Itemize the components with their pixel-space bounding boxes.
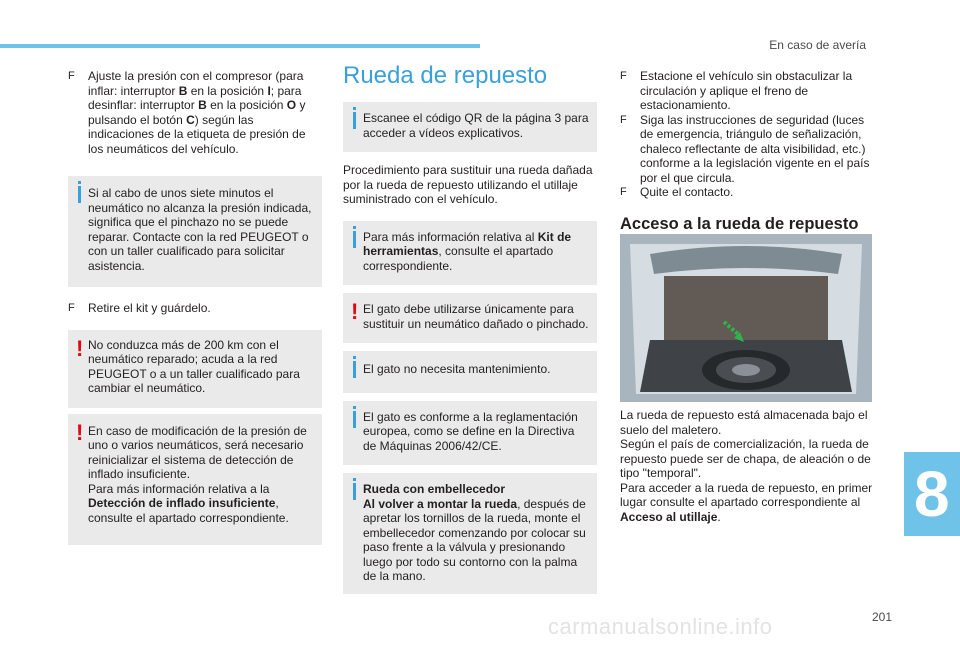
instruction-park-vehicle: F Estacione el vehículo sin obstaculizar la circulación y aplique el freno de estacionamiento.	[620, 69, 853, 112]
column-middle	[343, 62, 597, 594]
page-number: 201	[871, 610, 892, 624]
info-icon	[353, 361, 356, 378]
info-box-qr-code: Escanee el código QR de la página 3 para acceder a vídeos explicativos.	[343, 102, 597, 152]
info-icon	[353, 483, 356, 500]
spare-wheel-access: Para acceder a la rueda de repuesto, en primer lugar consulte el apartado correspondiente al Acceso al utillaje.	[620, 480, 873, 524]
warning-reinit-text: En caso de modificación de la presión de uno o varios neumáticos, será necesario reinicializar el sistema de detección de inflado insuficiente. Para más información relativa a la Detección de inflado insuficiente, consulte el apartado correspondiente.	[88, 423, 307, 525]
bullet-icon: F	[620, 70, 627, 82]
info-box-jack-regulation: El gato es conforme a la reglamentación europea, como se define en la Directiva de Máquinas 2006/42/CE.	[343, 401, 597, 466]
info-icon	[353, 231, 356, 248]
bullet-icon: F	[68, 302, 75, 314]
instruction-ignition-off: F Quite el contacto.	[620, 185, 734, 199]
subsection-title: Acceso a la rueda de repuesto	[620, 214, 859, 233]
warning-box-max-distance: ! No conduzca más de 200 km con el neumático reparado; acuda a la red PEUGEOT o a un taller cualificado para cambiar el neumático.	[68, 330, 322, 408]
instruction-store-kit: F Retire el kit y guárdelo.	[68, 301, 211, 315]
bullet-icon: F	[620, 113, 627, 126]
info-box-wheel-trim: Rueda con embellecedor Al volver a montar la rueda, después de apretar los tornillos de la rueda, monte el embellecedor comenzando por colocar su paso frente a la válvula y presionando luego por todo su contorno con la palma de la mano.	[343, 473, 597, 594]
warning-box-reinitialize	[68, 414, 322, 546]
warning-icon: !	[351, 299, 359, 324]
warning-icon: !	[76, 335, 84, 361]
instruction-safety: F Siga las instrucciones de seguridad (luces de emergencia, triángulo de señalización, chaleco reflectante de alta visibilidad, etc.) conforme a la legislación vigente en el país por el que circula.	[620, 112, 870, 185]
instruction-adjust-pressure: F Ajuste la presión con el compresor (para inflar: interruptor B en la posición I; para desinflar: interruptor B en la posición O y pulsando el botón C) según las indicaciones de la etiqueta de presión de los neumáticos del vehículo.	[68, 69, 306, 156]
chapter-tab: 8	[904, 452, 960, 536]
info-icon	[353, 112, 356, 129]
spare-wheel-location: La rueda de repuesto está almacenada bajo el suelo del maletero.	[620, 408, 868, 437]
footer-watermark: carmanualsonline.info	[548, 614, 773, 639]
trunk-spare-wheel-photo	[620, 234, 872, 402]
procedure-intro: Procedimiento para sustituir una rueda dañada por la rueda de repuesto utilizando el utillaje suministrado con el vehículo.	[343, 163, 593, 206]
info-box-toolkit: Para más información relativa al Kit de herramientas, consulte el apartado correspondiente.	[343, 221, 597, 286]
warning-box-jack-usage: ! El gato debe utilizarse únicamente para sustituir un neumático dañado o pinchado.	[343, 293, 597, 343]
info-box-pressure-not-reached: Si al cabo de unos siete minutos el neumático no alcanza la presión indicada, significa que el pinchazo no se puede reparar. Contacte con la red PEUGEOT o con un taller cualificado para solicitar asistencia.	[68, 176, 322, 287]
bullet-icon: F	[68, 70, 75, 82]
warning-icon: !	[76, 419, 84, 445]
column-right-lower	[620, 408, 878, 524]
info-icon	[353, 411, 356, 428]
header-accent-bar	[0, 44, 480, 48]
column-left	[68, 69, 322, 545]
chapter-title: En caso de avería	[769, 38, 866, 52]
column-right	[620, 69, 878, 234]
section-title: Rueda de repuesto	[343, 62, 548, 89]
info-icon	[78, 186, 81, 203]
info-box-jack-maintenance: El gato no necesita mantenimiento.	[343, 351, 597, 393]
bullet-icon: F	[620, 186, 627, 198]
spare-wheel-types: Según el país de comercialización, la rueda de repuesto puede ser de chapa, de aleación o de tipo "temporal".	[620, 437, 871, 480]
